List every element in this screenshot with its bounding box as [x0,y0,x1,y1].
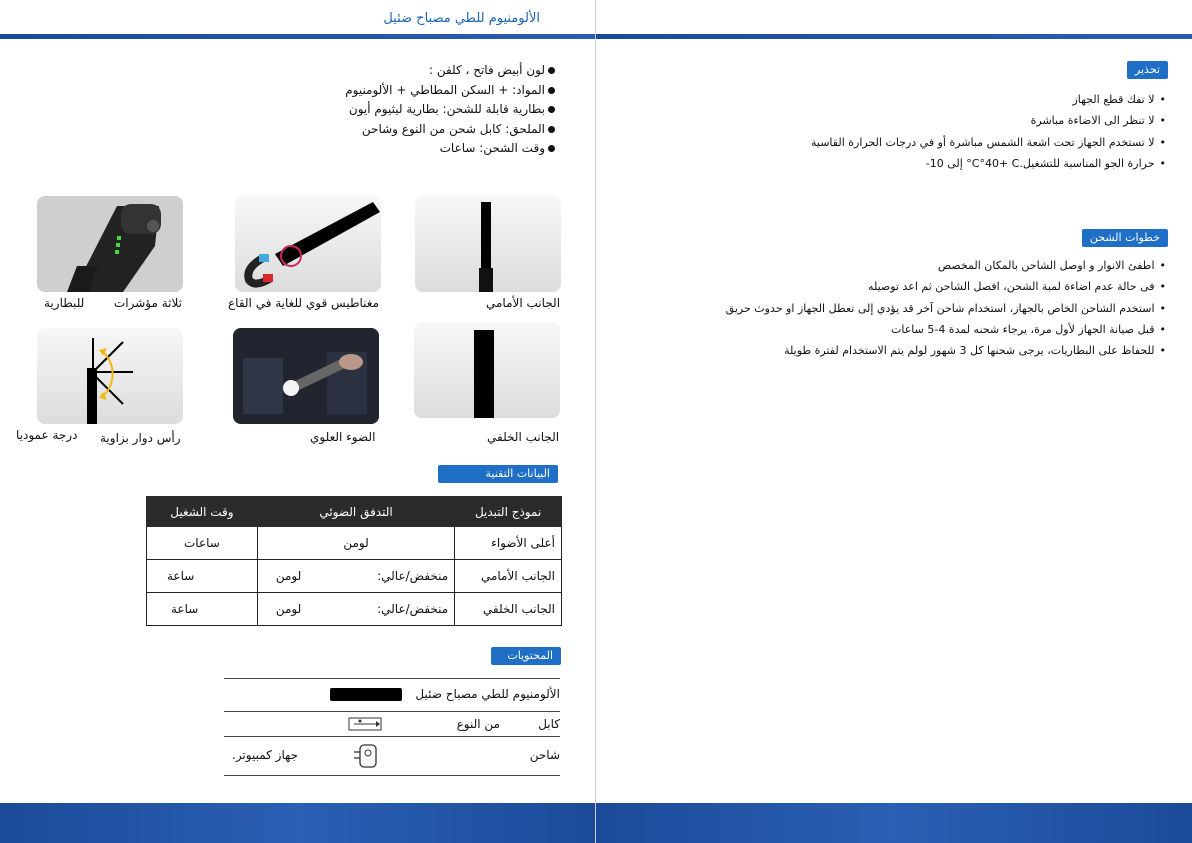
list-item: • لا تستخدم الجهاز تحت اشعة الشمس مباشرة أو في درجات الحرارة القاسية [811,133,1166,154]
photo-battery-indicators [37,196,183,292]
table-cell-flux: لومن [257,527,454,560]
list-item: شاحن جهاز كمبيوتر. [224,737,560,776]
header-bar [596,34,1192,39]
flashlight-back-image [414,322,560,418]
rotating-head-image [37,328,183,424]
photo-front-side [415,196,561,292]
photo-rotating-head [37,328,183,424]
table-header: وقت الشغيل [147,497,258,527]
caption-rotating-head-2: درجة عموديا [16,428,78,442]
table-header: التدفق الضوئي [257,497,454,527]
list-item: كابل من النوع [224,712,560,737]
footer-bar [0,803,595,843]
bullet-icon [548,67,555,74]
list-item: الألومنيوم للطي مصباح ضئيل [224,679,560,712]
contents-heading: المحتويات [491,647,561,665]
spec-item: بطارية قابلة للشحن: بطارية ليثيوم أيون [215,100,555,120]
table-cell-time: ساعات [147,527,258,560]
spec-item: لون أبيض فاتح ، كلفن : [215,61,555,81]
bullet-icon [548,106,555,113]
table-row [147,560,562,593]
charging-heading: خطوات الشحن [1082,229,1168,247]
table-cell-flux: منخفض/عالي: لومن [257,560,454,593]
spec-item: المواد: + السكن المطاطي + الألومنيوم [215,81,555,101]
photo-top-light [233,328,379,424]
list-item: • قبل صيانة الجهاز لأول مرة، يرجاء شحنه لمدة 4-5 ساعات [726,320,1166,341]
bullet-icon [548,126,555,133]
list-item: • لا تفك قطع الجهاز [811,90,1166,111]
caption-battery-indicators-2: للبطارية [44,296,85,310]
right-page [596,0,1192,843]
flashlight-front-image [415,196,561,292]
table-header: نموذج التبديل [455,497,562,527]
caption-top-light: الضوء العلوي [310,430,376,444]
bullet-icon [548,145,555,152]
spec-list [215,61,555,159]
photo-magnet [235,196,381,292]
table-row [147,527,562,560]
caption-rotating-head: رأس دوار بزاوية [100,431,181,445]
charger-icon [352,742,380,770]
caption-magnet: مغناطيس قوي للغاية في القاع [228,296,380,310]
spec-item: وقت الشحن: ساعات [215,139,555,159]
top-light-image [233,328,379,424]
list-item: • لا تنظر الى الاضاءة مباشرة [811,111,1166,132]
magnet-flashlight-image [235,196,381,292]
usb-cable-icon [348,717,382,731]
tech-heading: البيانات التقنية [438,465,558,483]
table-cell-time: ساعة [147,593,258,626]
flashlight-icon [330,688,402,701]
photo-back-side [414,322,560,418]
list-item: • حرارة الجو المناسبة للتشغيل.C°40+ C° إلى 10- [811,154,1166,175]
caption-back-side: الجانب الخلفي [487,430,560,444]
list-item: • فى حالة عدم اضاءة لمبة الشحن، افصل الشاحن ثم اعد توصيله [726,277,1166,298]
warning-heading: تحذير [1127,61,1168,79]
list-item: • استخدم الشاحن الخاص بالجهاز، استخدام شاحن آخر قد يؤدي إلى تعطل الجهاز او حدوث حريق [726,299,1166,320]
bullet-icon [548,87,555,94]
caption-front-side: الجانب الأمامي [486,296,561,310]
table-cell-mode: أعلى الأضواء [455,527,562,560]
charging-steps-list [726,256,1166,362]
page-title: الألومنيوم للطي مصباح ضئيل [383,11,540,26]
list-item: • للحفاظ على البطاريات، يرجى شحنها كل 3 شهور لولم يتم الاستخدام لفترة طويلة [726,341,1166,362]
table-cell-mode: الجانب الأمامي [455,560,562,593]
list-item: • اطفئ الانوار و اوصل الشاحن بالمكان المخصص [726,256,1166,277]
contents-list [224,678,560,776]
spec-item: الملحق: كابل شحن من النوع وشاحن [215,120,555,140]
tech-table [146,496,562,626]
table-row [147,593,562,626]
table-cell-mode: الجانب الخلفي [455,593,562,626]
header-bar [0,34,595,39]
table-cell-time: ساعة [147,560,258,593]
caption-battery-indicators: ثلاثة مؤشرات [114,296,183,310]
warning-list [811,90,1166,175]
table-cell-flux: منخفض/عالي: لومن [257,593,454,626]
footer-bar [596,803,1192,843]
battery-indicator-image [37,196,183,292]
